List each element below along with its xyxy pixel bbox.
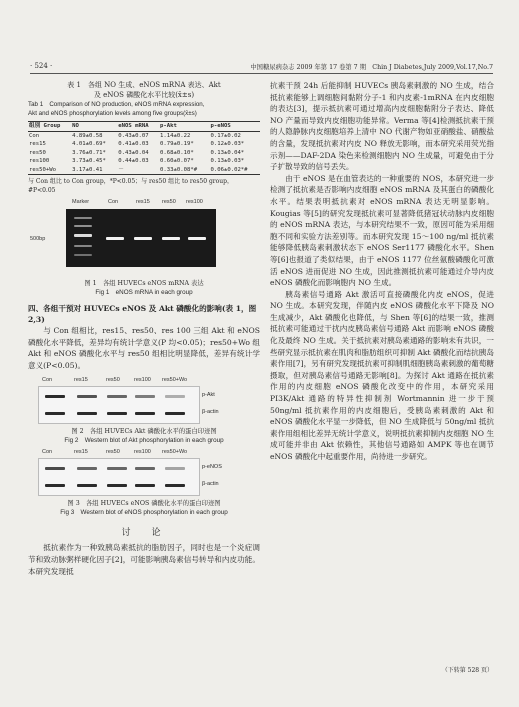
marker-band	[74, 234, 92, 237]
table1-header: p-eNOS	[210, 122, 261, 131]
table-cell: －	[117, 166, 159, 175]
table1-note: 与 Con 组比 to Con group，*P<0.05；与 res50 组比 to res50 group，#P<0.05	[28, 178, 233, 194]
table-cell: 3.76±0.71*	[72, 149, 106, 156]
fig2-lane-label: res15	[74, 377, 88, 384]
table-cell: 0.41±0.03	[118, 141, 149, 147]
figure3	[28, 449, 260, 499]
section4-text: 与 Con 组相比，res15、res50、res 100 三组 Akt 和 eNOS 磷酸化水平降低，差异均有统计学意义(P 均<0.05)；res50+Wo 组 Akt 和 eNOS 磷酸化水平与 res50 组相比明显降低，差异有统计学意义(P<0.05)。	[28, 326, 260, 370]
table-row	[28, 157, 260, 166]
blot-band	[107, 395, 127, 398]
table-row	[28, 131, 260, 140]
table1-header: p-Akt	[159, 122, 209, 131]
table1-header: 组别 Group	[28, 122, 71, 131]
sample-band	[162, 237, 180, 240]
page-number: · 524 ·	[30, 62, 53, 70]
blot-band	[77, 412, 97, 415]
figure2	[28, 377, 260, 427]
table-cell: 0.12±0.03*	[210, 141, 245, 147]
figure1-caption-en: Fig 1 eNOS mRNA in each group	[95, 289, 193, 296]
table-row	[28, 140, 260, 149]
fig3-lane-label: res15	[74, 449, 88, 456]
marker-band	[74, 254, 92, 256]
figure2-caption-en: Fig 2 Western blot of Akt phosphorylation in each group	[64, 437, 224, 445]
blot-band	[107, 467, 127, 470]
blot-band	[135, 395, 155, 398]
table-cell: 0.60±0.07*	[160, 158, 194, 164]
table-cell: 4.89±0.58	[72, 132, 103, 139]
sample-band	[188, 237, 206, 240]
figure3-caption-en: Fig 3 Western blot of eNOS phosphorylation in each group	[60, 509, 228, 517]
fig1-lane-label: res15	[136, 199, 150, 205]
section4-heading: 四、各组干预对 HUVECs eNOS 及 Akt 磷酸化的影响(表 1，图 2,3)	[28, 304, 257, 324]
table-cell: res50	[29, 149, 46, 156]
fig1-lane-label: Con	[108, 199, 119, 205]
fig3-lane-label: res50+Wo	[162, 449, 188, 456]
journal-header: 中国糖尿病杂志 2009 年第 17 卷第 7 期 Chin J Diabetes,July 2009,Vol.17,No.7	[250, 64, 493, 71]
figure2-caption	[28, 427, 260, 445]
fig2-row-label: p-Akt	[202, 392, 215, 399]
table1-caption	[28, 80, 260, 118]
fig3-lane-label: res100	[134, 449, 151, 456]
table-cell: 1.14±0.22	[160, 132, 191, 139]
table1-header: NO	[71, 122, 117, 131]
blot-image	[38, 386, 200, 424]
header-rule	[30, 73, 493, 74]
blot-band	[45, 395, 65, 398]
figure1-caption-cn: 图 1 各组 HUVECs eNOS mRNA 表达	[84, 280, 204, 287]
blot-band	[165, 395, 185, 398]
right-paragraph-3: 胰岛素信号通路 Akt 激活可直接磷酸化内皮 eNOS，促进 NO 生成。本研究发现，伴随内皮 eNOS 磷酸化水平下降及 NO 生成减少，Akt 磷酸化也降低，与 Shen 等[6]的结果一致，推测抵抗素可能通过干扰内皮胰岛素信号通路 Akt 而影响 eNOS 磷酸化及最终 NO 生成。关于抵抗素对胰岛素通路的影响未有共识，一些研究显示抵抗素在肌肉和脂肪组织可抑制 Akt 磷酸化而结抗胰岛素作用[7]，另有研究发现抵抗素可抑制肌细胞胰岛素刺激的葡萄糖摄取，但对胰岛素信号通路无影响[8]。为探讨 Akt 通路在抵抗素作用的内皮细胞 eNOS 磷酸化改变中的作用，本研究采用 PI3K/Akt 通路的特异性抑制剂 Wortmannin 进一步于预 50ng/ml 抵抗素作用的内皮细胞后，受胰岛素刺激的 Akt 和 eNOS 磷酸化水平显一步降低，但 NO 生成降低与 50ng/ml 抵抗素作用组相比差异无统计学意义，说明抵抗素抑制内皮细胞 NO 生成可能并非由 Akt 依赖性，其他信号通路如 AMPK 等也在调节 eNOS 磷酸化中起重要作用，尚待进一步研究。	[270, 289, 494, 461]
table-cell: 0.68±0.10*	[160, 149, 194, 156]
table-cell: 0.06±0.02*#	[210, 166, 261, 175]
table-row	[28, 149, 260, 158]
table-cell: res15	[29, 141, 46, 147]
sample-band	[106, 237, 124, 240]
fig3-lane-label: res50	[106, 449, 120, 456]
blot-band	[45, 484, 65, 487]
fig2-lane-label: res50	[106, 377, 120, 384]
blot-band	[135, 412, 155, 415]
bp-marker-label: 500bp	[30, 236, 46, 242]
table-cell: 0.43±0.04	[118, 149, 149, 156]
table-cell: res50+Wo	[28, 166, 71, 175]
blot-band	[135, 484, 155, 487]
fig1-lane-label: res100	[186, 199, 203, 205]
marker-band	[74, 245, 92, 247]
table1-caption-cn-1: 表 1 各组 NO 生成、eNOS mRNA 表达、Akt	[67, 81, 221, 89]
table1	[28, 121, 260, 175]
blot-band	[107, 412, 127, 415]
table-cell: res100	[29, 158, 50, 164]
fig2-lane-label: res100	[134, 377, 151, 384]
table-row	[28, 166, 260, 175]
right-paragraph-2: 由于 eNOS 是在血管表达的一种重要的 NOS，本研究进一步检测了抵抗素是否影响内皮细胞 eNOS mRNA 及其蛋白的磷酸化水平。结果表明抵抗素对 eNOS mRNA 表达无明显影响。Kougias 等[5]的研究发现抵抗素可显著降低猪冠状动脉内皮细胞的 eNOS mRNA 表达，与本研究结果不一致，原因可能为采用细胞不同和实验方法差别等。而本研究发现 15～100 ng/ml 抵抗素能够降低胰岛素刺激状态下 eNOS Ser1177 磷酸化水平。Shen 等[6]也报道了类似结果，由于 eNOS 1177 位丝氨酸磷酸化可激活 eNOS 进而促进 NO 生成，因此推测抵抗素可能通过介导内皮 eNOS 磷酸化而影响胞内 NO 生成。	[270, 173, 494, 288]
table-cell: 0.44±0.03	[118, 158, 149, 164]
blot-band	[77, 484, 97, 487]
continued-note: （下转第 528 页）	[441, 667, 493, 674]
fig1-lane-label: res50	[162, 199, 176, 205]
table-cell: 3.17±0.41	[71, 166, 117, 175]
fig1-lane-label: Marker	[72, 199, 90, 205]
figure3-caption-cn: 图 3 各组 HUVECs eNOS 磷酸化水平的蛋白印迹图	[67, 500, 221, 508]
sample-band	[134, 237, 152, 240]
blot-band	[77, 395, 97, 398]
table-cell: 0.17±0.02	[210, 132, 241, 139]
fig3-lane-label: Con	[42, 449, 53, 456]
discussion-paragraph: 抵抗素作为一种致胰岛素抵抗的脂肪因子，同时也是一个炎症调节和致动脉粥样硬化因子[2]，可能影响胰岛素信号转导和内皮功能。本研究发现抵	[28, 543, 260, 576]
fig2-row-label: β-actin	[202, 409, 219, 416]
fig2-lane-label: Con	[42, 377, 53, 384]
table1-caption-en-1: Tab 1 Comparison of NO production, eNOS mRNA expression,	[28, 101, 205, 108]
right-column	[270, 80, 494, 463]
blot-band	[77, 467, 97, 470]
figure2-caption-cn: 图 2 各组 HUVECs Akt 磷酸化水平的蛋白印迹图	[71, 428, 217, 436]
gel-image	[66, 209, 216, 267]
blot-band	[45, 412, 65, 415]
table-cell: Con	[29, 132, 40, 139]
figure3-caption	[28, 499, 260, 517]
blot-band	[107, 484, 127, 487]
table-cell: 4.01±0.69*	[72, 141, 106, 147]
table-cell: 0.79±0.19*	[160, 141, 194, 147]
fig3-row-label: p-eNOS	[202, 464, 222, 471]
blot-band	[165, 467, 185, 470]
blot-band	[165, 412, 185, 415]
fig2-lane-label: res50+Wo	[162, 377, 188, 384]
table1-header: eNOS mRNA	[117, 122, 159, 131]
table-cell: 0.13±0.03*	[210, 158, 245, 164]
left-column	[28, 80, 260, 577]
blot-band	[165, 484, 185, 487]
table-cell: 0.13±0.04*	[210, 149, 245, 156]
blot-image	[38, 458, 200, 496]
figure1	[28, 199, 260, 279]
discussion-heading: 讨 论	[121, 528, 167, 539]
table-cell: 0.33±0.08*#	[159, 166, 209, 175]
marker-band	[74, 225, 92, 227]
marker-band	[74, 217, 92, 219]
blot-band	[135, 467, 155, 470]
table1-caption-en-2: Akt and eNOS phosphorylation levels among five groups(x̄±s)	[28, 110, 197, 117]
figure1-caption	[28, 279, 260, 297]
table1-caption-cn-2: 及 eNOS 磷酸化水平比较(x̄±s)	[93, 91, 195, 99]
right-paragraph-1: 抗素干预 24h 后能抑制 HUVECs 胰岛素刺激的 NO 生成，结合抵抗素能够上调细胞间黏附分子-1 和内皮素-1mRNA 在内皮细胞的表达[3]，提示抵抗素可通过增高内皮细胞黏附分子表达、降低 NO 产量而导致内皮细胞功能异常。Verma 等[4]检测抵抗素干预的人隐静脉内皮细胞培养上清中 NO 代谢产物如亚硝酸盐、硝酸盐的含量，发现抵抗素对内皮 NO 释放无影响，而本研究采用荧光指示剂——DAF-2DA 染色来检测细胞内 NO 生成量，可避免由于分子扩散导致的信号丢失。	[270, 81, 494, 172]
table-cell: 3.73±0.45*	[72, 158, 106, 164]
fig3-row-label: β-actin	[202, 481, 219, 488]
blot-band	[45, 467, 65, 470]
table-cell: 0.43±0.07	[118, 132, 149, 139]
